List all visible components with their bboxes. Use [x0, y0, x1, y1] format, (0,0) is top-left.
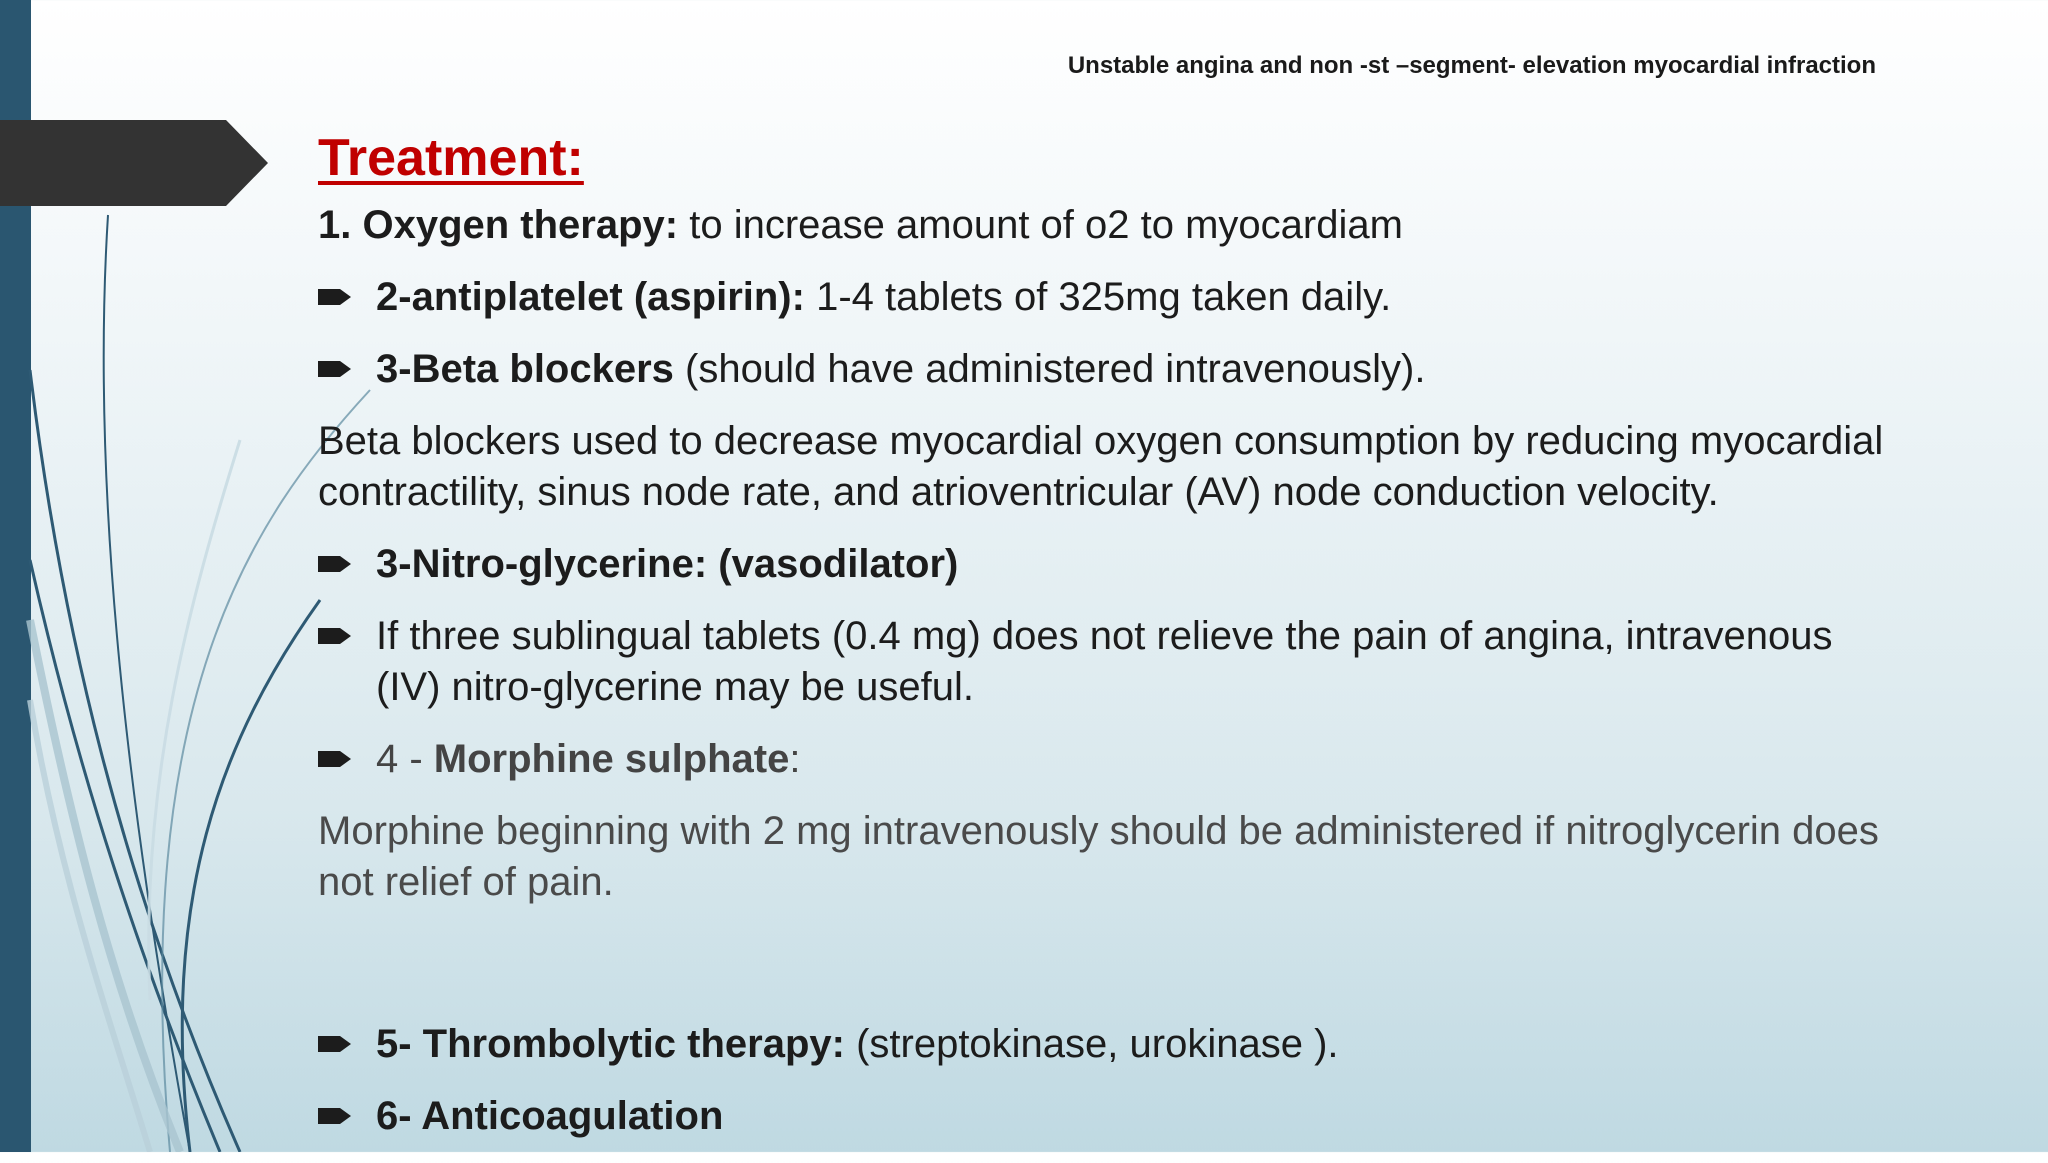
oxygen-therapy-item — [318, 200, 1898, 251]
slide-content — [318, 128, 1898, 1163]
arrow-bullet-icon — [318, 749, 352, 769]
oxygen-therapy-text: to increase amount of o2 to myocardiam — [678, 203, 1403, 247]
nitroglycerine-label: 3-Nitro-glycerine: (vasodilator) — [376, 542, 959, 586]
thrombolytic-label: 5- Thrombolytic therapy: — [376, 1022, 845, 1066]
slide-heading: Treatment: — [318, 129, 584, 187]
antiplatelet-text: 1-4 tablets of 325mg taken daily. — [804, 275, 1392, 319]
arrow-bullet-icon — [318, 359, 352, 379]
arrow-bullet-icon — [318, 626, 352, 646]
morphine-label: Morphine sulphate — [433, 737, 790, 781]
antiplatelet-label: 2-antiplatelet (aspirin): — [376, 275, 805, 319]
beta-blockers-text: (should have administered intravenously). — [673, 347, 1426, 391]
morphine-prefix: 4 - — [376, 737, 434, 781]
antiplatelet-item — [318, 272, 1898, 323]
sublingual-text: If three sublingual tablets (0.4 mg) does not relieve the pain of angina, intravenous (IV) nitro-glycerine may be useful. — [376, 614, 1833, 709]
beta-blockers-label: 3-Beta blockers — [376, 347, 674, 391]
arrow-bullet-icon — [318, 1106, 352, 1126]
nitroglycerine-item — [318, 539, 1898, 590]
section-tab-arrow — [0, 120, 270, 206]
morphine-item — [318, 734, 1898, 785]
arrow-bullet-icon — [318, 1034, 352, 1054]
morphine-paragraph: Morphine beginning with 2 mg intravenously should be administered if nitroglycerin does not relief of pain. — [318, 809, 1879, 904]
thrombolytic-text: (streptokinase, urokinase ). — [844, 1022, 1339, 1066]
thrombolytic-item — [318, 1019, 1898, 1070]
beta-blockers-item — [318, 344, 1898, 395]
slide-header-title: Unstable angina and non -st –segment- elevation myocardial infraction — [1067, 52, 1876, 79]
arrow-bullet-icon — [318, 554, 352, 574]
oxygen-therapy-label: 1. Oxygen therapy: — [318, 203, 679, 247]
beta-blockers-paragraph: Beta blockers used to decrease myocardial oxygen consumption by reducing myocardial contractility, sinus node rate, and atrioventricular (AV) node conduction velocity. — [318, 419, 1884, 514]
anticoagulation-label: 6- Anticoagulation — [376, 1094, 724, 1138]
arrow-bullet-icon — [318, 287, 352, 307]
morphine-suffix: : — [789, 737, 801, 781]
sublingual-item — [318, 611, 1898, 713]
anticoagulation-item — [318, 1091, 1898, 1142]
